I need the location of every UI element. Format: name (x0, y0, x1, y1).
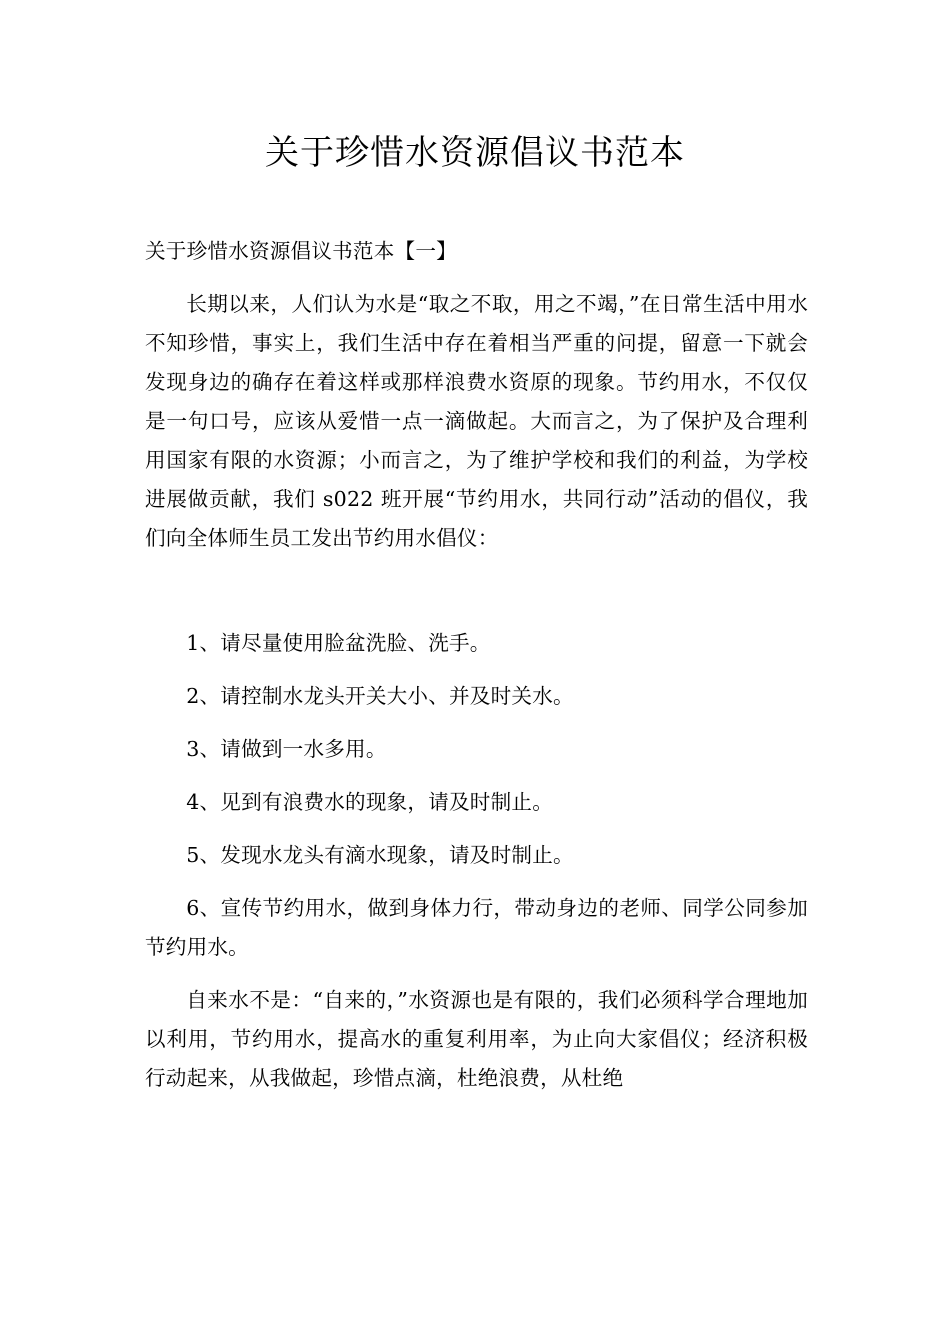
blank-gap (145, 572, 808, 624)
list-item-3: 3、请做到一水多用。 (186, 737, 387, 761)
list-item-4: 4、见到有浪费水的现象，请及时制止。 (186, 790, 553, 814)
list-item-6: 6、宣传节约用水，做到身体力行，带动身边的老师、同学公同参加节约用水。 (145, 896, 808, 959)
list-item-5: 5、发现水龙头有滴水现象，请及时制止。 (186, 843, 574, 867)
closing-paragraph: 自来水不是：“自来的，”水资源也是有限的，我们必须科学合理地加以利用，节约用水，提高水的重复利用率，为止向大家倡仪；经济积极行动起来，从我做起，珍惜点滴，杜绝浪费，从杜绝 (145, 988, 808, 1090)
list-item-1: 1、请尽量使用脸盆洗脸、洗手。 (186, 631, 491, 655)
document-body (145, 232, 808, 1112)
list-item-2: 2、请控制水龙头开关大小、并及时关水。 (186, 684, 574, 708)
section-subheading: 关于珍惜水资源倡议书范本【一】 (145, 239, 457, 263)
document-title: 关于珍惜水资源倡议书范本 (265, 133, 685, 173)
intro-paragraph: 长期以来，人们认为水是“取之不取，用之不竭，”在日常生活中用水不知珍惜，事实上，我们生活中存在着相当严重的问提，留意一下就会发现身边的确存在着这样或那样浪费水资原的现象。节约用水，不仅仅是一句口号，应该从爱惜一点一滴做起。大而言之，为了保护及合理利用国家有限的水资源；小而言之，为了维护学校和我们的利益，为学校进展做贡献，我们 s022 班开展“节约用水，共同行动”活动的倡仪，我们向全体师生员工发出节约用水倡仪： (145, 292, 808, 550)
